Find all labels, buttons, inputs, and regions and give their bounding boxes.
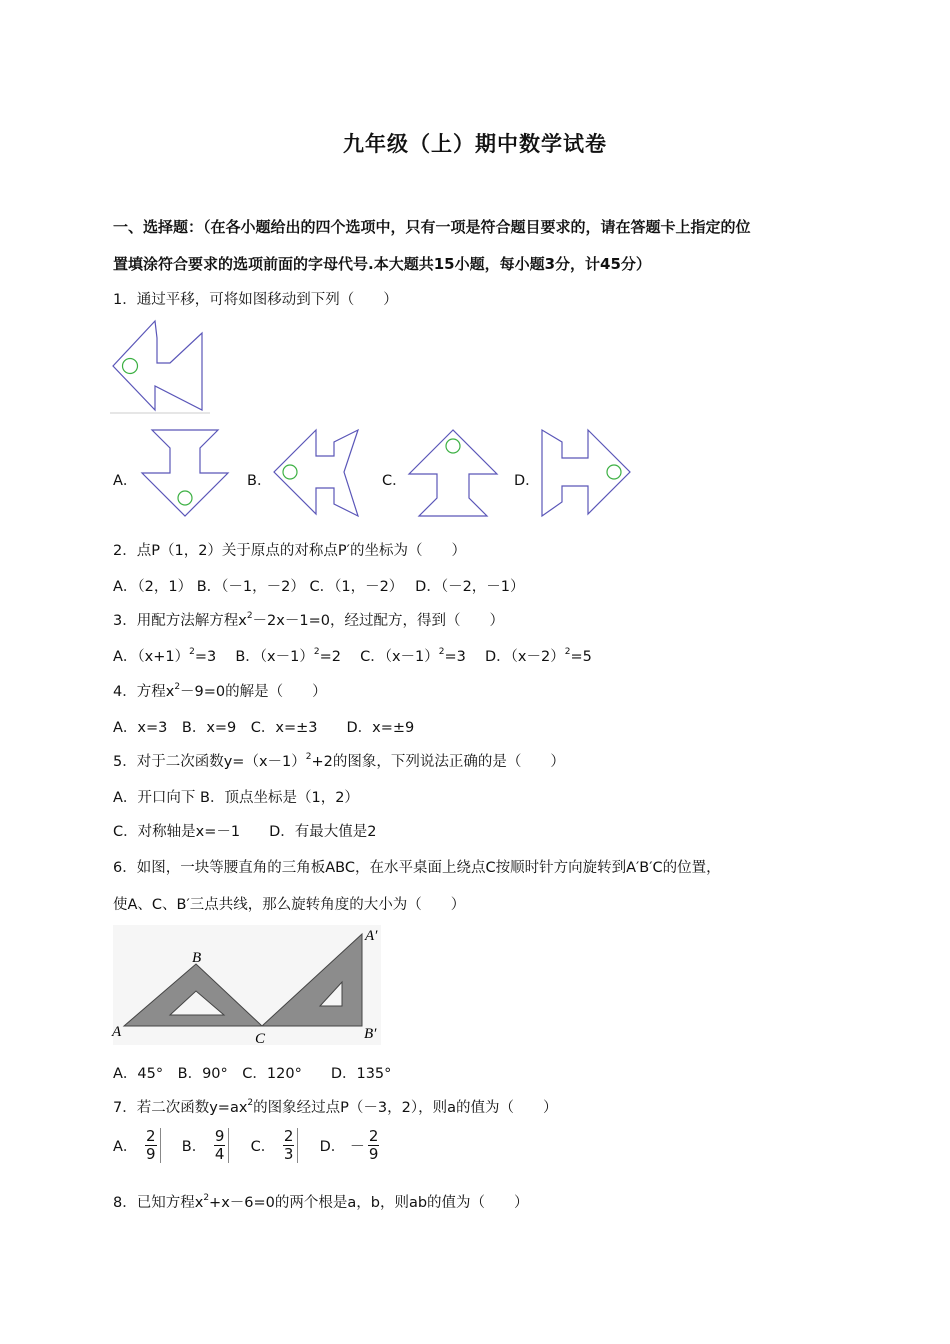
q4-options: A．x=3 B．x=9 C．x=±3 D．x=±9: [113, 720, 415, 736]
q7-option-b-fraction: [211, 1128, 230, 1163]
q7-stem-part2: 的图象经过点P（－3，2），则a的值为（ ）: [253, 1100, 558, 1116]
q3-option-b-base: B．（x－1）: [235, 649, 314, 665]
q4-stem-part1: 4．方程x: [113, 684, 175, 700]
page-title: 九年级（上）期中数学试卷: [343, 132, 607, 156]
q6-stem-line1: 6．如图，一块等腰直角的三角板ABC，在水平桌面上绕点C按顺时针方向旋转到A′B′C的位置，: [113, 860, 721, 876]
q8-stem: [113, 1191, 529, 1212]
q7-option-c-fraction: [280, 1128, 299, 1163]
q1-option-d-label: D．: [514, 473, 540, 489]
q7-option-b-numerator: 9: [214, 1127, 225, 1145]
q7-option-a-numerator: 2: [146, 1127, 156, 1145]
q4-stem: [113, 680, 327, 701]
q1-option-b-figure: [270, 428, 362, 518]
q6-label-a-prime: A′: [365, 928, 378, 944]
q7-stem-sup: 2: [247, 1098, 254, 1108]
q7-option-a-fraction: [142, 1128, 161, 1163]
q3-option-c-sup: 2: [438, 647, 445, 657]
q2-stem: 2．点P（1，2）关于原点的对称点P′的坐标为（ ）: [113, 543, 466, 559]
q7-option-d-label: D．: [319, 1139, 346, 1155]
q7-option-c-label: C．: [250, 1139, 276, 1155]
q6-label-b-prime: B′: [364, 1026, 377, 1042]
q3-option-b-rest: =2: [319, 649, 356, 665]
q3-option-c-rest: =3: [444, 649, 481, 665]
q7-option-c-numerator: 2: [283, 1127, 294, 1145]
q8-stem-sup: 2: [203, 1193, 210, 1203]
q1-option-c-figure: [407, 428, 499, 518]
q1-original-figure: [110, 318, 210, 416]
q5-stem: [113, 750, 565, 771]
q7-option-d-denominator: 9: [368, 1145, 379, 1163]
q3-option-d-rest: =5: [570, 649, 592, 665]
q7-option-b-label: B．: [181, 1139, 207, 1155]
q6-stem-line2: 使A、C、B′三点共线，那么旋转角度的大小为（ ）: [113, 897, 466, 913]
q3-option-c: [360, 649, 480, 665]
q7-option-c-denominator: 3: [283, 1145, 294, 1163]
q3-option-a: [113, 649, 235, 665]
q3-stem: [113, 609, 504, 630]
q3-option-c-base: C．（x－1）: [360, 649, 439, 665]
q5-options-line1: A．开口向下 B．顶点坐标是（1，2）: [113, 790, 359, 806]
q7-stem-part1: 7．若二次函数y=ax: [113, 1100, 248, 1116]
q7-option-b-denominator: 4: [214, 1145, 225, 1163]
q7-option-d-numerator: 2: [368, 1127, 379, 1145]
q6-label-c: C: [255, 1031, 266, 1047]
q7-option-d-fraction: [365, 1128, 383, 1163]
q8-stem-part1: 8．已知方程x: [113, 1195, 204, 1211]
q3-option-a-sup: 2: [189, 647, 195, 657]
q5-stem-part1: 5．对于二次函数y=（x－1）: [113, 754, 306, 770]
q1-stem: 1．通过平移，可将如图移动到下列（ ）: [113, 292, 398, 308]
q3-option-b-sup: 2: [313, 647, 320, 657]
q1-option-a-label: A．: [113, 473, 138, 489]
q7-options: [113, 1128, 382, 1163]
q2-options: A．（2，1） B．（－1，－2） C．（1，－2） D．（－2，－1）: [113, 579, 525, 595]
q3-stem-part1: 3．用配方法解方程x: [113, 613, 247, 629]
q6-figure: [112, 924, 384, 1046]
q3-option-d-sup: 2: [564, 647, 571, 657]
q3-option-d: [485, 649, 592, 665]
q6-options: A．45° B．90° C．120° D．135°: [113, 1066, 392, 1082]
q1-option-b-label: B．: [247, 473, 272, 489]
q6-label-b: B: [192, 950, 202, 966]
q5-stem-sup: 2: [305, 752, 312, 762]
q7-option-d-negative-sign: －: [349, 1137, 365, 1155]
q8-stem-part2: +x－6=0的两个根是a，b，则ab的值为（ ）: [209, 1195, 529, 1211]
q3-options: [113, 645, 592, 666]
q3-option-a-base: A．（x+1）: [113, 649, 190, 665]
q7-stem: [113, 1096, 558, 1117]
q7-option-a-label: A．: [113, 1139, 138, 1155]
q5-options-line2: C．对称轴是x=－1 D．有最大值是2: [113, 824, 377, 840]
q3-option-d-base: D．（x－2）: [484, 649, 565, 665]
q3-stem-part2: －2x－1=0，经过配方，得到（ ）: [252, 613, 504, 629]
q1-option-c-label: C．: [382, 473, 407, 489]
section1-instructions-line2: 置填涂符合要求的选项前面的字母代号.本大题共15小题，每小题3分，计45分）: [113, 255, 651, 273]
q5-stem-part2: +2的图象，下列说法正确的是（ ）: [311, 754, 565, 770]
q6-label-a: A: [112, 1024, 122, 1040]
q4-stem-part2: －9=0的解是（ ）: [180, 684, 327, 700]
q3-option-a-rest: =3: [194, 649, 236, 665]
section1-instructions-line1: 一、选择题：（在各小题给出的四个选项中，只有一项是符合题目要求的，请在答题卡上指定的位: [113, 218, 751, 236]
q7-option-a-denominator: 9: [146, 1145, 156, 1163]
q3-stem-sup: 2: [246, 611, 253, 621]
q1-option-a-figure: [140, 428, 230, 518]
q1-option-d-figure: [540, 428, 635, 518]
q4-stem-sup: 2: [174, 682, 181, 692]
q3-option-b: [235, 649, 355, 665]
